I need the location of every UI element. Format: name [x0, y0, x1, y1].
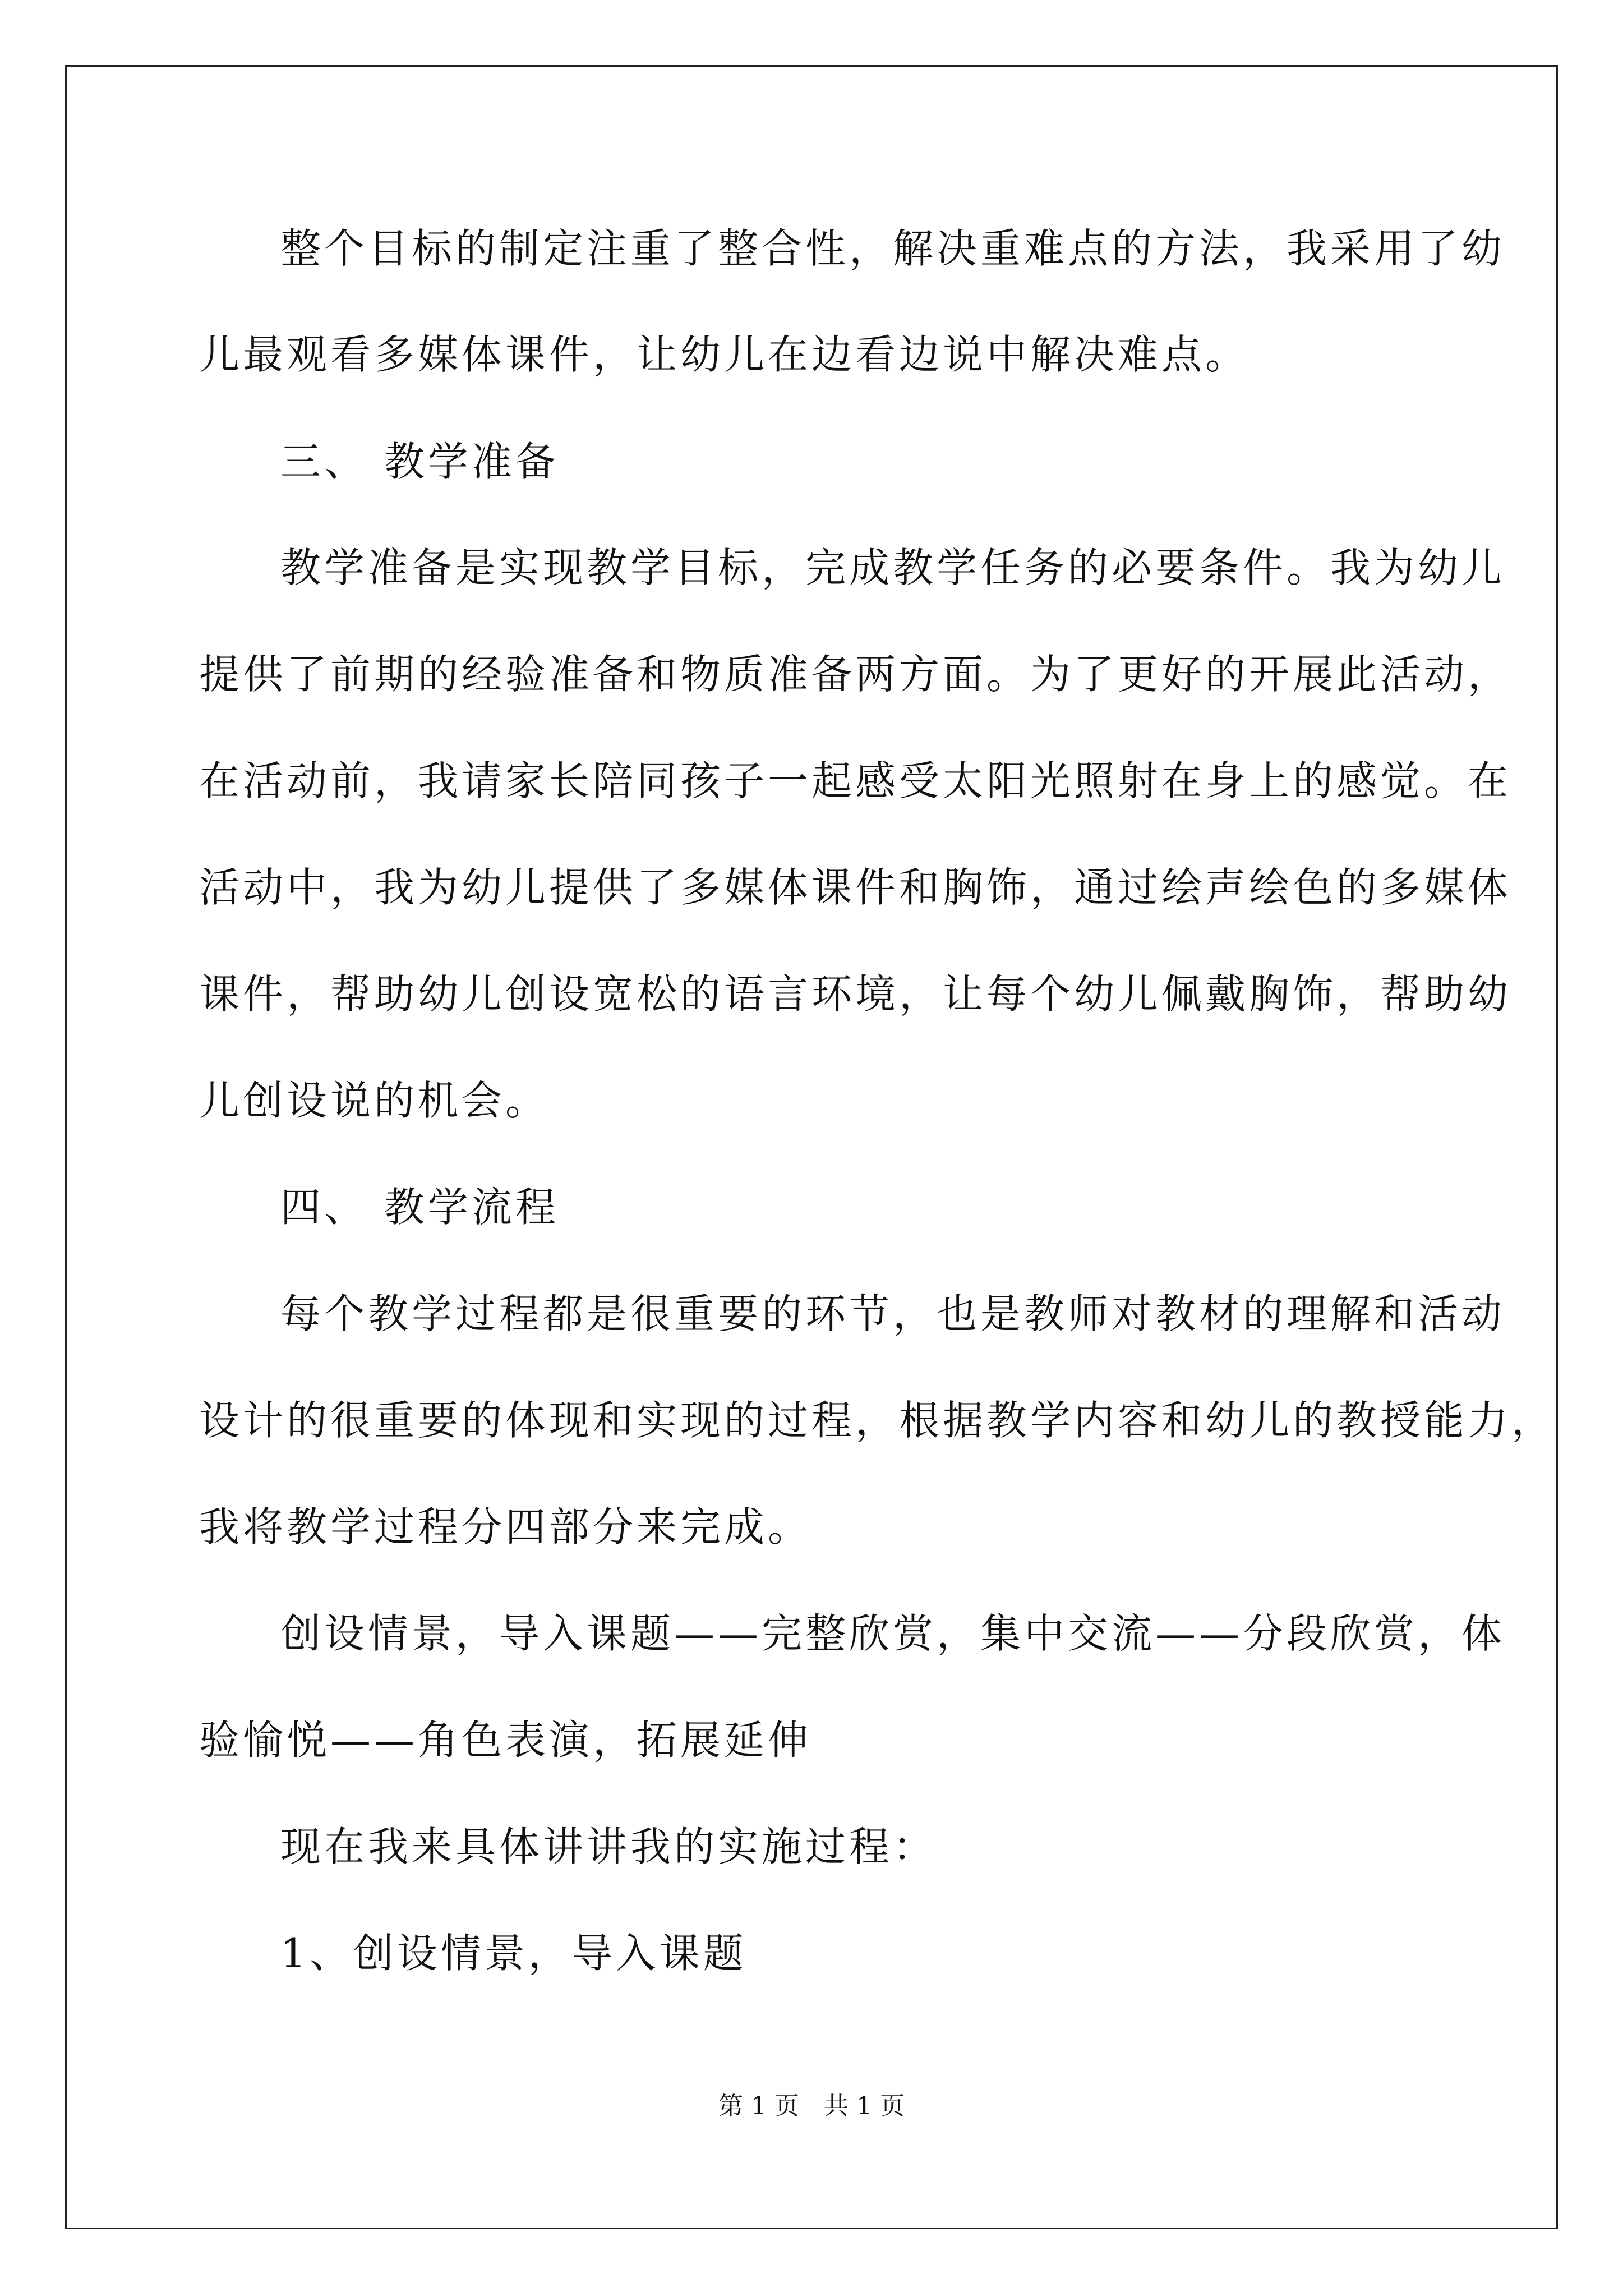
paragraph-line: 创设情景，导入课题——完整欣赏，集中交流——分段欣赏，体 [280, 1610, 1506, 1657]
section-heading: 四、 教学流程 [280, 1184, 559, 1231]
paragraph-line: 整个目标的制定注重了整合性，解决重难点的方法，我采用了幼 [280, 225, 1506, 272]
paragraph-line: 现在我来具体讲讲我的实施过程： [280, 1823, 937, 1870]
paragraph-line: 儿最观看多媒体课件，让幼儿在边看边说中解决难点。 [199, 331, 1249, 378]
paragraph-line: 验愉悦——角色表演，拓展延伸 [199, 1717, 812, 1764]
paragraph-line: 每个教学过程都是很重要的环节，也是教师对教材的理解和活动 [280, 1290, 1506, 1337]
paragraph-line: 我将教学过程分四部分来完成。 [199, 1503, 812, 1550]
paragraph-line: 提供了前期的经验准备和物质准备两方面。为了更好的开展此活动， [199, 651, 1512, 698]
paragraph-line: 儿创设说的机会。 [199, 1077, 550, 1124]
paragraph-line: 教学准备是实现教学目标，完成教学任务的必要条件。我为幼儿 [280, 544, 1506, 591]
paragraph-line: 在活动前，我请家长陪同孩子一起感受太阳光照射在身上的感觉。在 [199, 757, 1512, 804]
page-number-footer: 第 1 页 共 1 页 [718, 2092, 905, 2120]
list-item-heading: 1、创设情景，导入课题 [280, 1930, 747, 1977]
page-border [65, 65, 1558, 2229]
paragraph-line: 活动中，我为幼儿提供了多媒体课件和胸饰，通过绘声绘色的多媒体 [199, 864, 1512, 911]
paragraph-line: 课件，帮助幼儿创设宽松的语言环境，让每个幼儿佩戴胸饰，帮助幼 [199, 970, 1512, 1018]
section-heading: 三、 教学准备 [280, 438, 559, 485]
paragraph-line: 设计的很重要的体现和实现的过程，根据教学内容和幼儿的教授能力， [199, 1397, 1556, 1444]
